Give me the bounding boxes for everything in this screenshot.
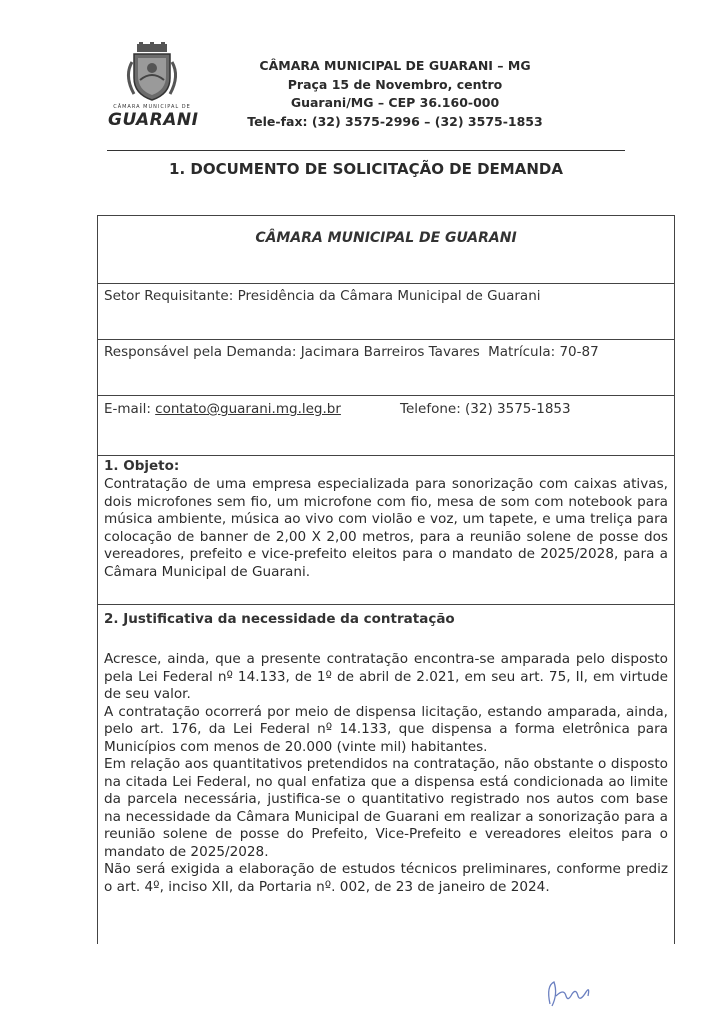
logo-name: GUARANI — [108, 110, 199, 130]
justificativa-heading: 2. Justificativa da necessidade da contratação — [104, 611, 455, 627]
justificativa-paragraph-2: A contratação ocorrerá por meio de dispensa licitação, estando amparada, ainda, pelo art. 176, da Lei Federal nº 14.133, que dispensa a forma eletrônica para Municípios com menos de 20.000 (vinte mil) habitantes. — [104, 703, 668, 755]
objeto-text — [104, 476, 668, 581]
coat-of-arms-icon — [122, 42, 182, 104]
justificativa-section — [97, 604, 675, 944]
header-line-1: CÂMARA MUNICIPAL DE GUARANI – MG — [259, 58, 531, 73]
objeto-section — [97, 455, 675, 604]
guarani-logo — [108, 42, 199, 130]
objeto-paragraph: Contratação de uma empresa especializada para sonorização com caixas ativas, dois microfones sem fio, um microfone com fio, mesa de som com notebook para música ambiente, música ao vivo com violão e voz, um tapete, e uma treliça para colocação de banner de 2,00 X 2,00 metros, para a reunião solene de posse dos vereadores, prefeito e vice-prefeito eleitos para o mandato de 2025/2028, para a Câmara Municipal de Guarani. — [104, 476, 668, 580]
form-title-row — [97, 215, 675, 283]
header-line-2: Praça 15 de Novembro, centro — [287, 76, 503, 92]
form-box-title: CÂMARA MUNICIPAL DE GUARANI — [255, 230, 517, 246]
header-line-3: Guarani/MG – CEP 36.160-000 — [290, 95, 500, 110]
matricula: Matrícula: 70-87 — [488, 344, 599, 360]
handwritten-signature — [538, 972, 598, 1012]
setor-row — [97, 283, 675, 339]
responsavel-text — [104, 344, 599, 360]
letterhead — [230, 57, 560, 131]
setor-requisitante: Setor Requisitante: Presidência da Câmara Municipal de Guarani — [104, 288, 541, 304]
justificativa-text — [104, 651, 668, 896]
justificativa-paragraph-3: Em relação aos quantitativos pretendidos na contratação, não obstante o disposto na citada Lei Federal, no qual enfatiza que a dispensa está condicionada ao limite da parcela necessária, justifica-se o quantitativo registrado nos autos com base na necessidade da Câmara Municipal de Guarani em realizar a sonorização para a reunião solene de posse do Prefeito, Vice-Prefeito e vereadores eleitos para o mandato de 2025/2028. — [104, 756, 668, 860]
header-divider — [107, 150, 625, 151]
objeto-heading: 1. Objeto: — [104, 458, 180, 474]
document-title: 1. DOCUMENTO DE SOLICITAÇÃO DE DEMANDA — [169, 160, 563, 178]
email-text — [104, 401, 341, 417]
justificativa-paragraph-1: Acresce, ainda, que a presente contratação encontra-se amparada pelo disposto pela Lei Federal nº 14.133, de 1º de abril de 2.021, em seu art. 75, II, em virtude de seu valor. — [104, 651, 668, 702]
responsavel-label: Responsável pela Demanda: — [104, 344, 297, 360]
telefone: Telefone: (32) 3575-1853 — [400, 401, 571, 417]
contact-row — [97, 395, 675, 455]
justificativa-paragraph-4: Não será exigida a elaboração de estudos técnicos preliminares, conforme prediz o art. 4º, inciso XII, da Portaria nº. 002, de 23 de janeiro de 2024. — [104, 861, 668, 895]
responsavel-value: Jacimara Barreiros Tavares — [300, 344, 480, 360]
responsavel-row — [97, 339, 675, 395]
email-label: E-mail: — [104, 401, 151, 417]
logo-subtitle: CÂMARA MUNICIPAL DE — [113, 104, 191, 110]
email-link[interactable]: contato@guarani.mg.leg.br — [155, 401, 341, 417]
header-line-4: Tele-fax: (32) 3575-2996 – (32) 3575-1853 — [247, 113, 543, 129]
